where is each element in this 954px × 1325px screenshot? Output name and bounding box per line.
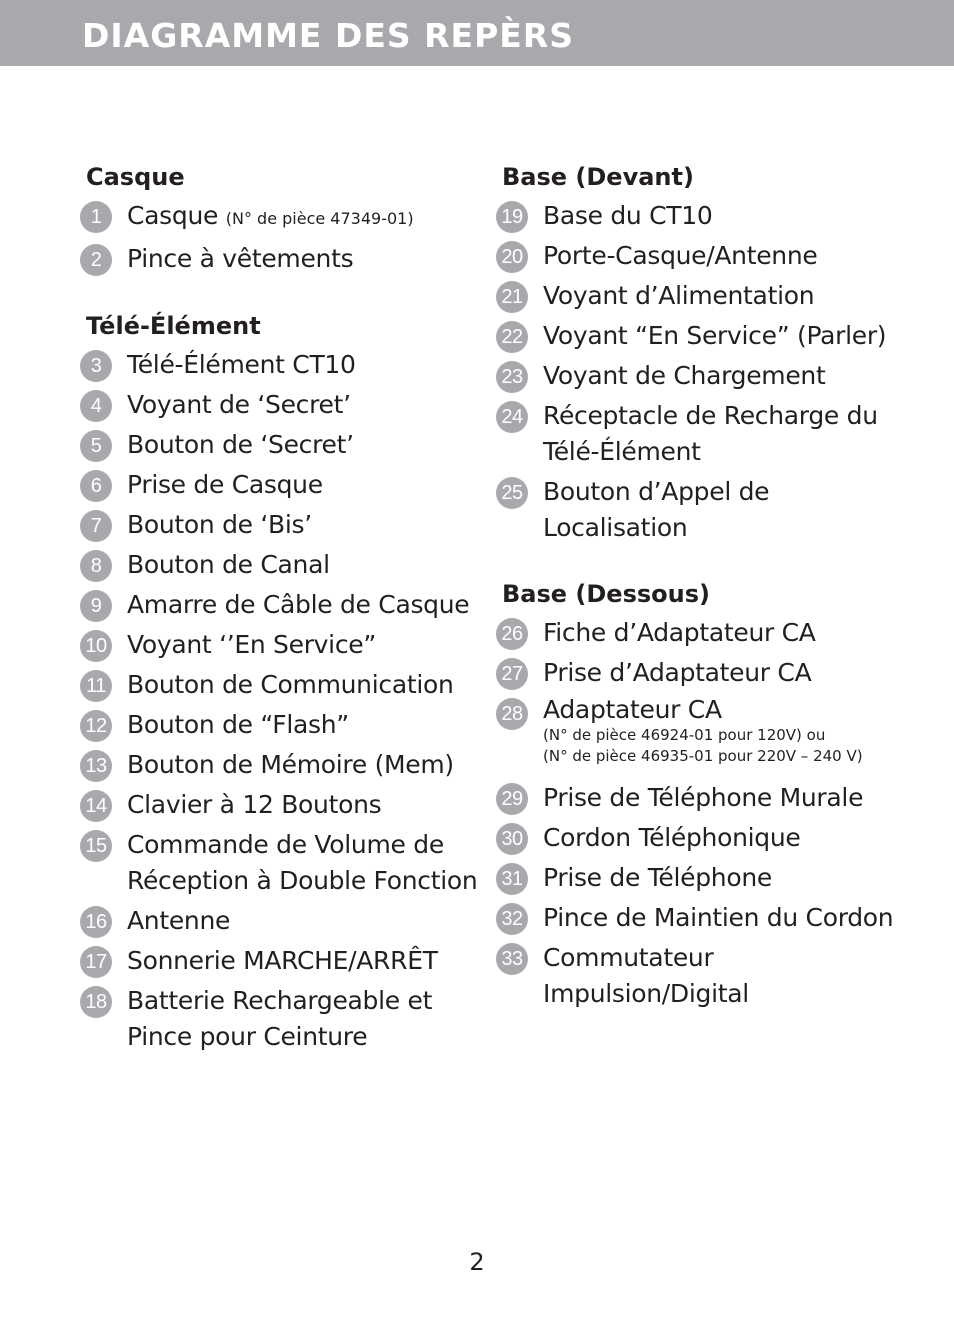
item-label (543, 474, 769, 546)
legend-item (80, 241, 480, 277)
number-badge: 24 (496, 401, 528, 433)
right-column (496, 160, 936, 1016)
section-title: Télé-Élément (86, 312, 261, 340)
legend-item (496, 860, 936, 896)
item-label (543, 615, 816, 651)
item-label-line: Impulsion/Digital (543, 979, 749, 1008)
item-label-line: Réception à Double Fonction (127, 866, 478, 895)
item-label (127, 707, 349, 743)
number-badge: 14 (80, 790, 112, 822)
legend-item (496, 695, 936, 767)
legend-item (80, 467, 480, 503)
item-label-line: Télé-Élément (543, 437, 701, 466)
item-label (543, 238, 817, 274)
item-label (127, 241, 353, 277)
item-label (127, 903, 230, 939)
legend-item (80, 198, 480, 237)
legend-item (496, 820, 936, 856)
section-title: Casque (86, 163, 185, 191)
legend-item (496, 900, 936, 936)
number-badge: 33 (496, 943, 528, 975)
item-label-line: Adaptateur CA (543, 695, 722, 724)
item-label (543, 695, 863, 767)
item-label (543, 900, 893, 936)
number-badge: 28 (496, 698, 528, 730)
item-label-line: Voyant de Chargement (543, 361, 826, 390)
number-badge: 32 (496, 903, 528, 935)
item-label-line: Voyant “En Service” (Parler) (543, 321, 887, 350)
item-label-line: Pince pour Ceinture (127, 1022, 368, 1051)
number-badge: 25 (496, 477, 528, 509)
legend-item (80, 547, 480, 583)
item-label-line: Bouton de Mémoire (Mem) (127, 750, 454, 779)
number-badge: 3 (80, 350, 112, 382)
item-label (127, 667, 454, 703)
part-number-note: (N° de pièce 46935-01 pour 220V – 240 V) (543, 747, 863, 765)
item-label (543, 780, 863, 816)
item-label-line: Batterie Rechargeable et (127, 986, 433, 1015)
item-label (127, 827, 477, 899)
item-label-line: Voyant de ‘Secret’ (127, 390, 351, 419)
number-badge: 7 (80, 510, 112, 542)
legend-item (80, 427, 480, 463)
item-label (543, 398, 878, 470)
item-label (127, 347, 356, 383)
number-badge: 16 (80, 906, 112, 938)
section-casque (80, 160, 480, 277)
legend-item (80, 747, 480, 783)
item-label (543, 940, 749, 1012)
item-label (127, 427, 354, 463)
legend-item (496, 940, 936, 1012)
number-badge: 19 (496, 201, 528, 233)
item-label-line: Prise de Téléphone Murale (543, 783, 864, 812)
number-badge: 31 (496, 863, 528, 895)
part-number-note: (N° de pièce 46924-01 pour 120V) ou (543, 726, 826, 744)
item-label-line: Bouton de Communication (127, 670, 454, 699)
item-label (127, 787, 381, 823)
item-label-line: Pince à vêtements (127, 244, 354, 273)
item-label-line: Bouton de “Flash” (127, 710, 349, 739)
legend-item (80, 627, 480, 663)
item-label-line: Fiche d’Adaptateur CA (543, 618, 816, 647)
item-label-line: Localisation (543, 513, 688, 542)
legend-item (496, 358, 936, 394)
number-badge: 2 (80, 244, 112, 276)
legend-item (80, 983, 480, 1055)
item-label (127, 627, 376, 663)
item-label (543, 278, 814, 314)
item-label (127, 507, 312, 543)
number-badge: 8 (80, 550, 112, 582)
item-label (543, 820, 800, 856)
item-label-line: Commutateur (543, 943, 714, 972)
part-number-note: (N° de pièce 47349-01) (225, 209, 414, 228)
number-badge: 20 (496, 241, 528, 273)
item-label-line: Réceptacle de Recharge du (543, 401, 878, 430)
item-label (127, 943, 438, 979)
item-label (127, 467, 323, 503)
item-label (127, 983, 432, 1055)
item-label-line: Amarre de Câble de Casque (127, 590, 470, 619)
item-label (127, 747, 454, 783)
legend-item (80, 707, 480, 743)
legend-item (80, 787, 480, 823)
legend-item (496, 278, 936, 314)
number-badge: 9 (80, 590, 112, 622)
item-label-line: Prise de Casque (127, 470, 323, 499)
item-label (543, 860, 772, 896)
section-base-devant (496, 160, 936, 546)
item-label-line: Prise de Téléphone (543, 863, 772, 892)
item-label-line: Bouton de ‘Secret’ (127, 430, 354, 459)
item-label-line (127, 198, 414, 237)
number-badge: 29 (496, 783, 528, 815)
item-label (543, 358, 825, 394)
left-column (80, 160, 480, 1059)
number-badge: 21 (496, 281, 528, 313)
legend-item (80, 587, 480, 623)
item-label-line: Prise d’Adaptateur CA (543, 658, 812, 687)
item-label-line: Bouton d’Appel de (543, 477, 770, 506)
item-label-line: Voyant d’Alimentation (543, 281, 815, 310)
legend-item (80, 347, 480, 383)
legend-item (80, 507, 480, 543)
legend-item (496, 474, 936, 546)
number-badge: 30 (496, 823, 528, 855)
number-badge: 11 (80, 670, 112, 702)
legend-item (496, 398, 936, 470)
item-label-line: Porte-Casque/Antenne (543, 241, 818, 270)
legend-item (80, 943, 480, 979)
item-label-line: Clavier à 12 Boutons (127, 790, 382, 819)
item-label (127, 198, 414, 237)
item-label-line: Pince de Maintien du Cordon (543, 903, 894, 932)
section-base-dessous (496, 577, 936, 1012)
section-tele-element (80, 309, 480, 1055)
item-label (127, 547, 330, 583)
number-badge: 23 (496, 361, 528, 393)
number-badge: 27 (496, 658, 528, 690)
number-badge: 4 (80, 390, 112, 422)
legend-item (496, 238, 936, 274)
item-label-line: Base du CT10 (543, 201, 713, 230)
item-label-line: Cordon Téléphonique (543, 823, 801, 852)
legend-item (80, 827, 480, 899)
number-badge: 10 (80, 630, 112, 662)
legend-item (496, 655, 936, 691)
number-badge: 13 (80, 750, 112, 782)
number-badge: 6 (80, 470, 112, 502)
legend-item (496, 615, 936, 651)
item-label (543, 198, 712, 234)
page-title: DIAGRAMME DES REPÈRS (82, 16, 575, 55)
number-badge: 12 (80, 710, 112, 742)
page-header (0, 0, 954, 66)
legend-item (496, 198, 936, 234)
item-label-line: Antenne (127, 906, 231, 935)
item-label-line: Sonnerie MARCHE/ARRÊT (127, 946, 438, 975)
page-number: 2 (469, 1248, 485, 1276)
legend-item (496, 780, 936, 816)
section-title: Base (Devant) (502, 163, 694, 191)
number-badge: 18 (80, 986, 112, 1018)
number-badge: 17 (80, 946, 112, 978)
number-badge: 22 (496, 321, 528, 353)
item-label (127, 387, 351, 423)
item-label (543, 655, 811, 691)
legend-item (80, 667, 480, 703)
legend-item (80, 387, 480, 423)
item-label-text: Casque (127, 201, 226, 230)
number-badge: 26 (496, 618, 528, 650)
number-badge: 5 (80, 430, 112, 462)
item-label-line: Télé-Élément CT10 (127, 350, 356, 379)
item-label-line: Voyant ‘’En Service” (127, 630, 376, 659)
item-label (127, 587, 469, 623)
number-badge: 1 (80, 201, 112, 233)
item-label-line: Bouton de Canal (127, 550, 330, 579)
legend-item (80, 903, 480, 939)
item-label-line: Bouton de ‘Bis’ (127, 510, 312, 539)
item-label-line: Commande de Volume de (127, 830, 444, 859)
number-badge: 15 (80, 830, 112, 862)
section-title: Base (Dessous) (502, 580, 710, 608)
item-label (543, 318, 886, 354)
legend-item (496, 318, 936, 354)
